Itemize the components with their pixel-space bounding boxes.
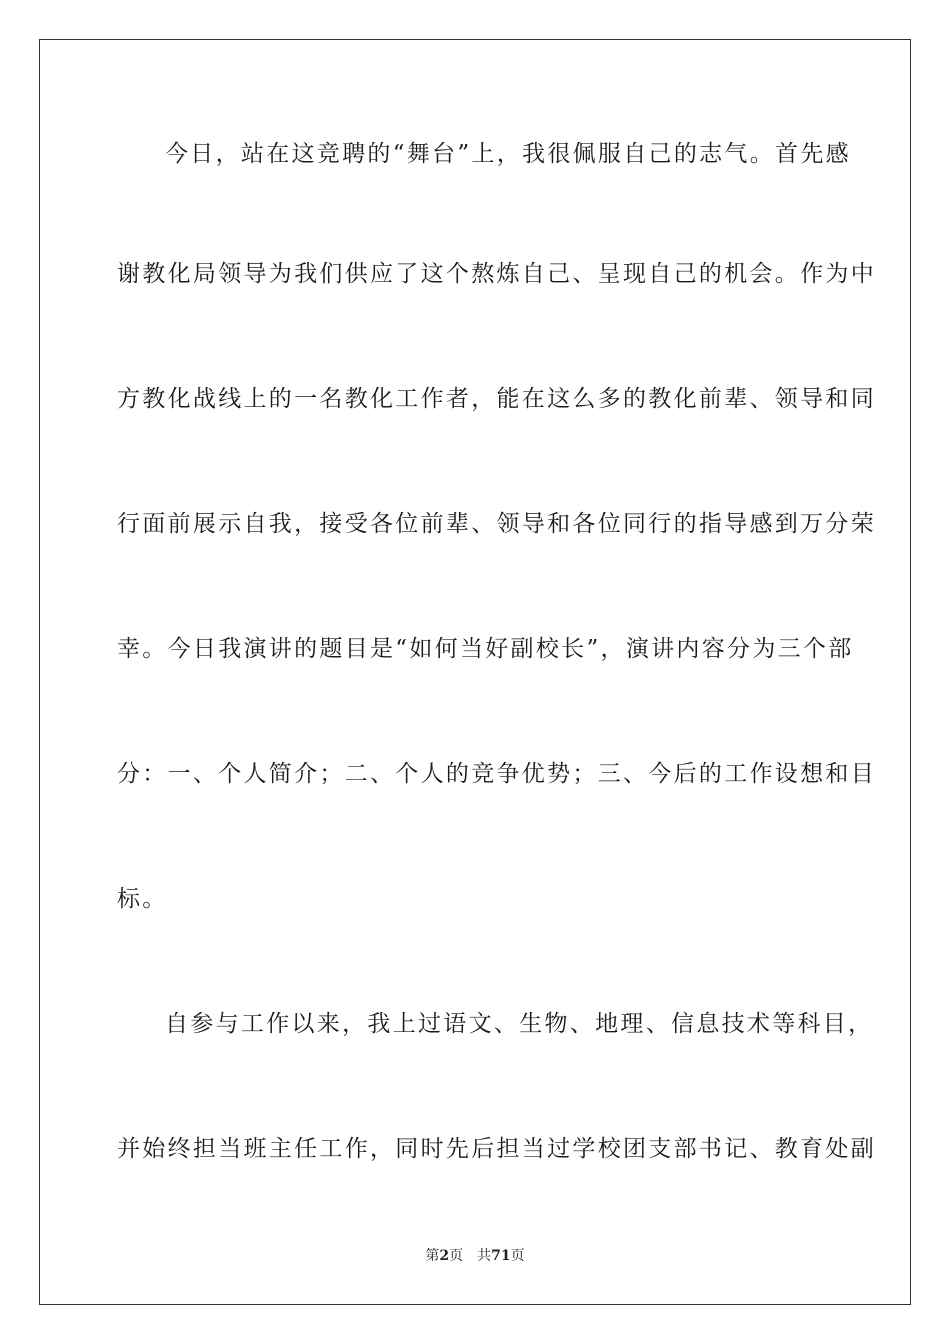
text-line: 今日，站在这竞聘的“舞台”上，我很佩服自己的志气。首先感	[165, 141, 851, 167]
text-line: 谢教化局领导为我们供应了这个熬炼自己、呈现自己的机会。作为中	[117, 261, 876, 287]
page-label-suffix: 页	[449, 1248, 464, 1264]
total-label-prefix: 共	[477, 1248, 492, 1264]
total-label-suffix: 页	[510, 1248, 525, 1264]
text-line: 行面前展示自我，接受各位前辈、领导和各位同行的指导感到万分荣	[117, 511, 876, 537]
text-line: 并始终担当班主任工作，同时先后担当过学校团支部书记、教育处副	[117, 1136, 876, 1162]
page-label-prefix: 第	[425, 1248, 440, 1264]
text-line: 方教化战线上的一名教化工作者，能在这么多的教化前辈、领导和同	[117, 386, 876, 412]
page-number: 2	[439, 1248, 450, 1264]
text-line: 分：一、个人简介；二、个人的竞争优势；三、今后的工作设想和目	[117, 761, 876, 787]
text-line: 自参与工作以来，我上过语文、生物、地理、信息技术等科目，	[165, 1011, 874, 1037]
page-footer	[0, 1246, 950, 1266]
total-pages: 71	[491, 1248, 511, 1264]
text-line: 幸。今日我演讲的题目是“如何当好副校长”，演讲内容分为三个部	[117, 636, 854, 662]
page-border	[39, 39, 911, 1305]
text-line: 标。	[117, 886, 168, 912]
